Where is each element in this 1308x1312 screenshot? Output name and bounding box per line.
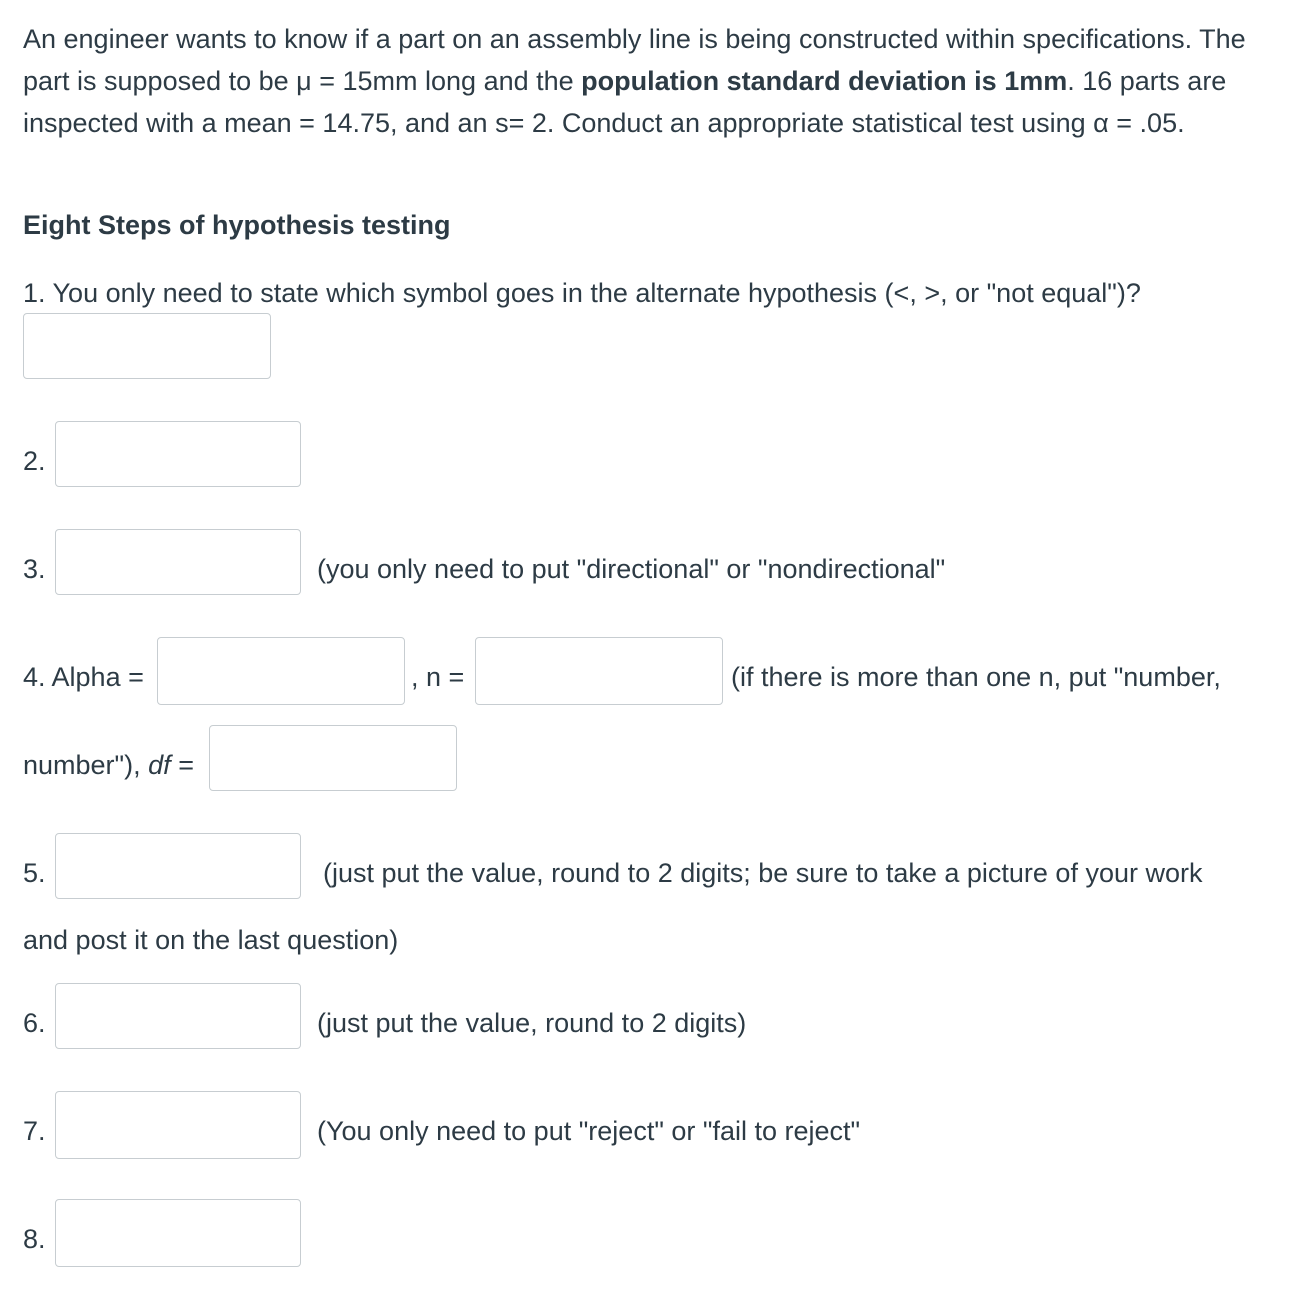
step7-label: 7.	[23, 1116, 46, 1146]
step1-input[interactable]	[23, 313, 271, 379]
step4-df-line	[23, 744, 194, 786]
step5-hint-line2: and post it on the last question)	[23, 925, 399, 955]
step3-label: 3.	[23, 554, 46, 584]
step5-hint-line1: (just put the value, round to 2 digits; be sure to take a picture of your work	[323, 858, 1203, 888]
question-part2: . 16 parts are inspected with a mean = 14.75, and an s= 2. Conduct an appropriate statistical test using α = .05.	[23, 66, 1227, 138]
n-input[interactable]	[475, 637, 723, 705]
step2-input[interactable]	[55, 421, 301, 487]
question-bold-text: population standard deviation is 1mm	[581, 66, 1068, 96]
step3-input[interactable]	[55, 529, 301, 595]
step2-label: 2.	[23, 446, 46, 476]
df-label: df	[148, 750, 171, 780]
step4-hint-line2: number"),	[23, 750, 141, 780]
step1-label: 1. You only need to state which symbol goes in the alternate hypothesis (<, >, or "not equal")?	[23, 278, 1141, 308]
step8-label: 8.	[23, 1224, 46, 1254]
step6-hint: (just put the value, round to 2 digits)	[317, 1008, 747, 1038]
step3-hint: (you only need to put "directional" or "nondirectional"	[317, 554, 946, 584]
section-heading: Eight Steps of hypothesis testing	[23, 210, 451, 240]
step6-label: 6.	[23, 1008, 46, 1038]
question-text	[23, 18, 1285, 144]
step4-hint-line1: (if there is more than one n, put "number,	[731, 662, 1221, 692]
step8-input[interactable]	[55, 1199, 301, 1267]
alpha-input[interactable]	[157, 637, 405, 705]
step7-input[interactable]	[55, 1091, 301, 1159]
step5-input[interactable]	[55, 833, 301, 899]
df-input[interactable]	[209, 725, 457, 791]
step4-alpha-label: 4. Alpha =	[23, 662, 144, 692]
step6-input[interactable]	[55, 983, 301, 1049]
step5-label: 5.	[23, 858, 46, 888]
step7-hint: (You only need to put "reject" or "fail to reject"	[317, 1116, 861, 1146]
df-equals: =	[178, 750, 194, 780]
step4-n-label: , n =	[411, 662, 465, 692]
question-part1: An engineer wants to know if a part on an assembly line is being constructed within specifications. The part is supposed to be μ = 15mm long and the	[23, 24, 1246, 96]
